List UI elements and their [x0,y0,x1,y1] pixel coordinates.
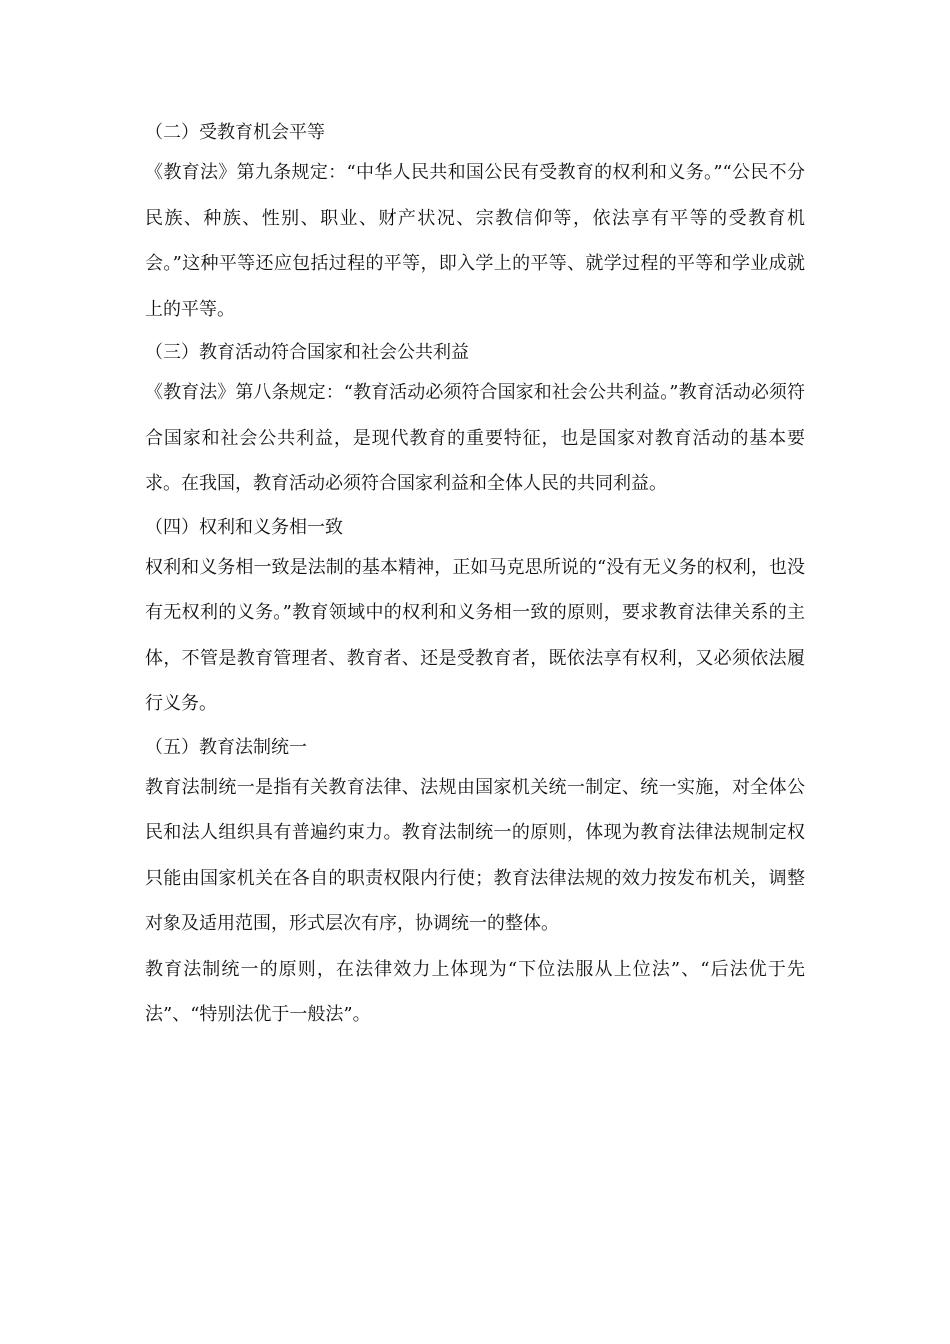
section-heading: （四）权利和义务相一致 [145,516,343,538]
section-equal-opportunity [145,120,805,332]
body-paragraph: 《教育法》第九条规定：“中华人民共和国公民有受教育的权利和义务。”“公民不分民族、种族、性别、职业、财产状况、宗教信仰等，依法享有平等的受教育机会。”这种平等还应包括过程的平等，即入学上的平等、就学过程的平等和学业成就上的平等。 [145,162,805,320]
body-paragraph: 权利和义务相一致是法制的基本精神，正如马克思所说的“没有无义务的权利，也没有无权利的义务。”教育领域中的权利和义务相一致的原则，要求教育法律关系的主体，不管是教育管理者、教育者、还是受教育者，既依法享有权利，又必须依法履行义务。 [145,556,805,714]
section-heading: （五）教育法制统一 [145,736,307,758]
body-paragraph: 《教育法》第八条规定：“教育活动必须符合国家和社会公共利益。”教育活动必须符合国家和社会公共利益，是现代教育的重要特征，也是国家对教育活动的基本要求。在我国，教育活动必须符合国家利益和全体人民的共同利益。 [145,382,805,494]
section-heading: （二）受教育机会平等 [145,122,325,143]
body-paragraph: 教育法制统一是指有关教育法律、法规由国家机关统一制定、统一实施，对全体公民和法人组织具有普遍约束力。教育法制统一的原则，体现为教育法律法规制定权只能由国家机关在各自的职责权限内行使；教育法律法规的效力按发布机关，调整对象及适用范围，形式层次有序，协调统一的整体。 [145,776,805,934]
section-heading: （三）教育活动符合国家和社会公共利益 [145,342,469,363]
section-legal-unity [145,735,805,1038]
document-page [145,112,805,1038]
body-paragraph: 教育法制统一的原则，在法律效力上体现为“下位法服从上位法”、“后法优于先法”、“特别法优于一般法”。 [145,958,805,1025]
section-public-interest [145,340,805,507]
section-rights-duties [145,515,805,727]
